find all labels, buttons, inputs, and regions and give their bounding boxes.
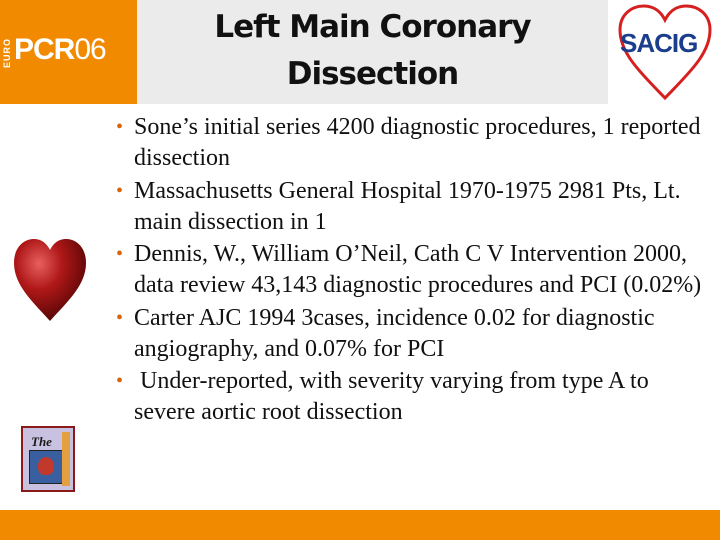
badge-art [29,450,65,484]
bullet-dot: • [116,116,124,138]
sacig-text: SACIG [620,28,698,58]
footer-bar [0,510,720,540]
logo-euro-text: EURO [2,37,12,68]
badge-title-text: The [31,434,52,449]
sacig-logo [612,2,718,102]
logo-pcr-text [14,33,106,67]
bullet-list [112,112,712,430]
title-line-1: Left Main Coronary [214,9,531,45]
book-badge-image [21,426,75,492]
bullet-text: Massachusetts General Hospital 1970-1975 2981 Pts, Lt. main dissection in 1 [134,177,681,235]
bullet-item [112,239,712,301]
europcr-logo [0,0,137,104]
bullet-dot: • [116,306,124,329]
bullet-item [112,303,712,365]
bullet-text: Sone’s initial series 4200 diagnostic procedures, 1 reported dissection [134,114,701,171]
logo-pcr-main: PCR [14,33,75,66]
bullet-dot: • [116,370,124,392]
bullet-dot: • [116,243,124,265]
bullet-item [112,366,712,428]
badge-side-strip [62,432,70,486]
bullet-item [112,112,712,174]
bullet-dot: • [116,179,124,202]
bullet-text: Dennis, W., William O’Neil, Cath C V Intervention 2000, data review 43,143 diagnostic procedures and PCI (0.02%) [134,241,702,298]
title-line-2: Dissection [286,56,459,92]
bullet-item [112,176,712,238]
red-heart-icon [10,235,90,325]
bullet-text: Carter AJC 1994 3cases, incidence 0.02 for diagnostic angiography, and 0.07% for PCI [134,304,655,362]
logo-pcr-year: 06 [74,33,106,66]
title-box [137,0,608,104]
bullet-text: Under-reported, with severity varying from type A to severe aortic root dissection [134,368,655,425]
slide-title [137,4,608,98]
